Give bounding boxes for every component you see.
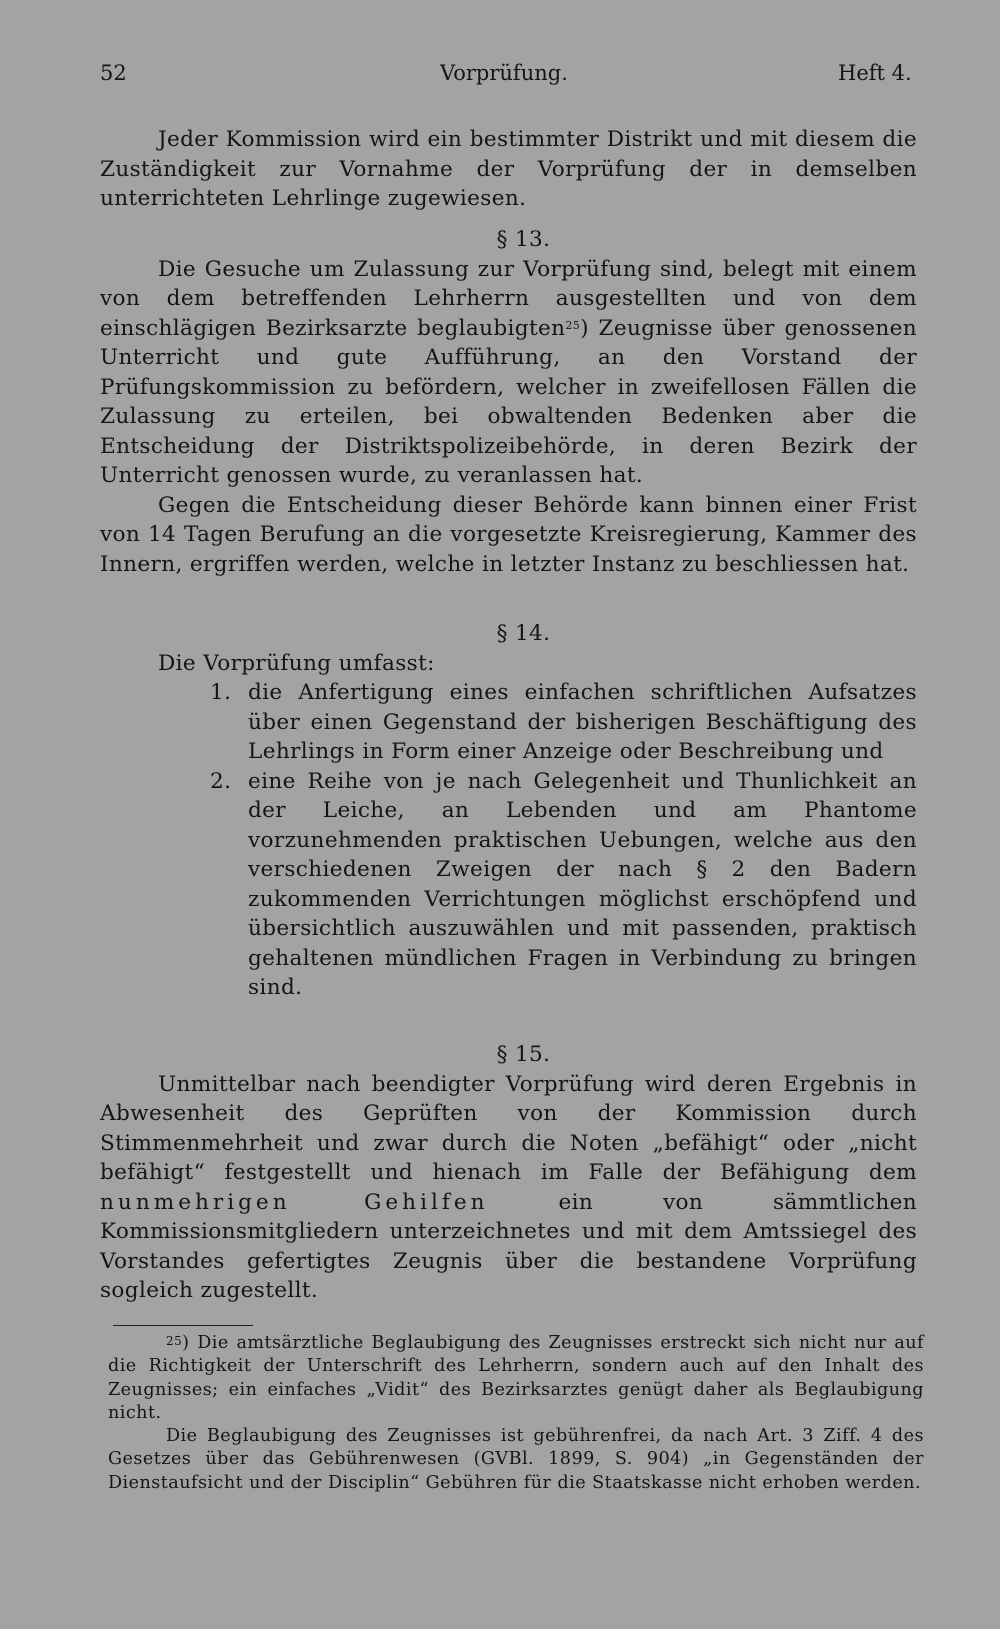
section-14-intro: Die Vorprüfung umfasst: [158, 650, 435, 676]
footnote-paragraph-2: Die Beglaubigung des Zeugnisses ist gebührenfrei, da nach Art. 3 Ziff. 4 des Gesetzes über das Gebührenwesen (GVBl. 1899, S. 904) „in Gegenständen der Dienstaufsicht und der Disciplin“ Gebühren für die Staatskasse nicht erhoben werden. [108, 1426, 924, 1493]
intro-block [100, 125, 917, 214]
footnote-separator [113, 1325, 253, 1326]
footnote-paragraph-1 [108, 1332, 924, 1425]
section-14-heading: § 14. [496, 621, 551, 646]
list-item-text: eine Reihe von je nach Gelegenheit und Thunlichkeit an der Leiche, an Lebenden und am Phantome vorzunehmenden praktischen Uebungen, welche aus den verschiedenen Zweigen der nach § 2 den Badern zukommenden Verrichtungen möglichst erschöpfend und übersichtlich auszuwählen und mit passenden, praktisch gehaltenen mündlichen Fragen in Verbindung zu bringen sind. [248, 768, 917, 1000]
running-title: Vorprüfung. [440, 61, 568, 85]
spaced-term: nunmehrigen Gehilfen [100, 1189, 489, 1215]
section-13 [100, 225, 917, 579]
section-13-heading: § 13. [496, 227, 551, 252]
section-14-list [100, 678, 917, 1003]
list-item-number: 1. [210, 680, 232, 705]
section-15-paragraph [100, 1070, 917, 1306]
section-15-heading: § 15. [496, 1042, 551, 1067]
section-15-text-b: ein von sämmtlichen Kommissionsmitgliedern unterzeichnetes und mit dem Amtssiegel des Vorstandes gefertigtes Zeugnis über die bestandene Vorprüfung sogleich zugestellt. [100, 1189, 917, 1303]
list-item-number: 2. [210, 768, 232, 794]
list-item [100, 678, 917, 767]
section-15 [100, 1040, 917, 1306]
intro-paragraph: Jeder Kommission wird ein bestimmter Distrikt und mit diesem die Zuständigkeit zur Vornahme der Vorprüfung der in demselben unterrichteten Lehrlinge zugewiesen. [100, 127, 917, 211]
section-14 [100, 619, 917, 1003]
section-13-text-a: Die Gesuche um Zulassung zur Vorprüfung sind, belegt mit einem von dem betreffenden Lehrherrn ausgestellten und von dem einschlägigen Bezirksarzte beglaubigten [100, 256, 917, 341]
footnote [108, 1332, 924, 1495]
footnote-mark: 25 [166, 1334, 183, 1348]
footnote-text-1: ) Die amtsärztliche Beglaubigung des Zeugnisses erstreckt sich nicht nur auf die Richtigkeit der Unterschrift des Lehrherrn, sondern auch auf den Inhalt des Zeugnisses; ein einfaches „Vidit“ des Bezirksarztes genügt daher als Beglaubigung nicht. [108, 1333, 924, 1423]
page-number: 52 [100, 61, 127, 85]
section-13-paragraph-1 [100, 255, 917, 491]
list-item-text: die Anfertigung eines einfachen schriftlichen Aufsatzes über einen Gegenstand der bisherigen Beschäftigung des Lehrlings in Form einer Anzeige oder Beschreibung und [248, 680, 917, 764]
section-13-paragraph-2: Gegen die Entscheidung dieser Behörde kann binnen einer Frist von 14 Tagen Berufung an die vorgesetzte Kreisregierung, Kammer des Innern, ergriffen werden, welche in letzter Instanz zu beschliessen hat. [100, 492, 917, 577]
issue-label: Heft 4. [838, 61, 912, 85]
list-item [100, 767, 917, 1003]
section-13-text-b: ) Zeugnisse über genossenen Unterricht und gute Aufführung, an den Vorstand der Prüfungskommission zu befördern, welcher in zweifellosen Fällen die Zulassung zu erteilen, bei obwaltenden Bedenken aber die Entscheidung der Distriktspolizeibehörde, in deren Bezirk der Unterricht genossen wurde, zu veranlassen hat. [100, 315, 917, 488]
footnote-reference: 25 [565, 318, 581, 332]
section-15-text-a: Unmittelbar nach beendigter Vorprüfung wird deren Ergebnis in Abwesenheit des Geprüften von der Kommission durch Stimmenmehrheit und zwar durch die Noten „befähigt“ oder „nicht befähigt“ festgestellt und hienach im Falle der Befähigung dem [100, 1071, 917, 1185]
